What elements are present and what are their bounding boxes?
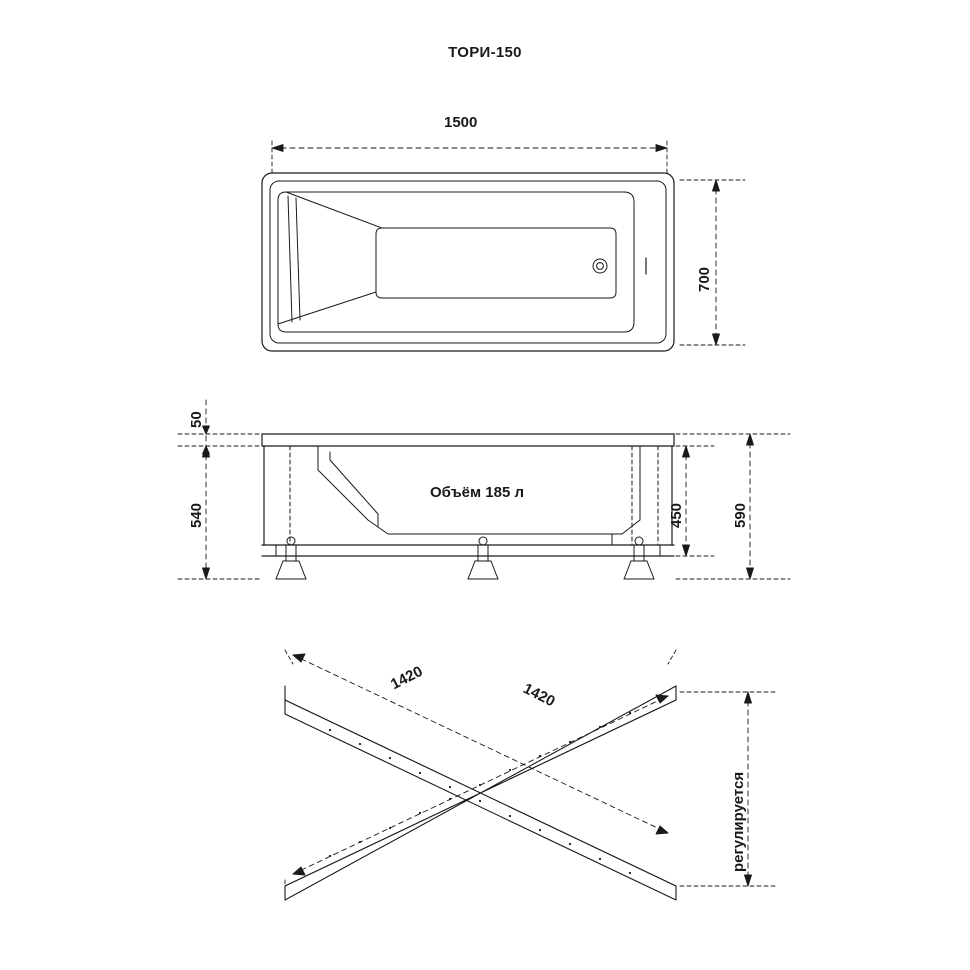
dim-top-length [272, 141, 667, 176]
top-view-group [262, 173, 674, 351]
adjustable-label: регулируется [730, 771, 747, 872]
dim-adjustable [680, 692, 776, 886]
dim-label-width-700: 700 [696, 266, 713, 292]
dim-bowl-depth [676, 446, 714, 556]
dim-label-rail-left-1420: 1420 [388, 662, 426, 694]
volume-label: Объём 185 л [430, 484, 524, 501]
dim-label-rim-50: 50 [188, 411, 205, 428]
dim-label-total-590: 590 [732, 502, 749, 528]
frame-view-group [285, 650, 676, 900]
page-title: ТОРИ-150 [448, 44, 522, 61]
dim-label-rail-right-1420: 1420 [520, 680, 558, 711]
dim-label-depth-450: 450 [668, 502, 685, 528]
front-view-group [262, 434, 674, 579]
dim-top-width [680, 180, 745, 345]
dim-label-leg-540: 540 [188, 502, 205, 528]
dim-label-length-1500: 1500 [444, 114, 478, 131]
